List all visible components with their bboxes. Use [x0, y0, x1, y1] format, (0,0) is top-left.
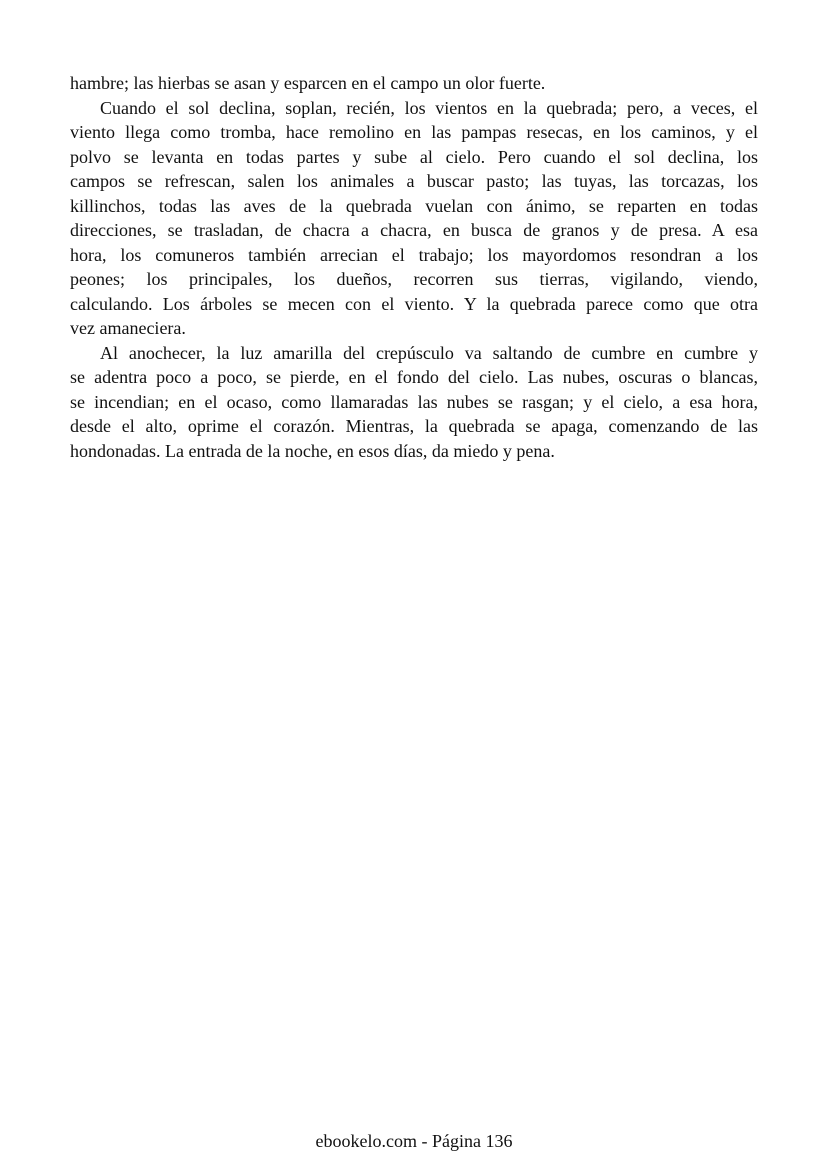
- text-line: peones; los principales, los dueños, recorren sus tierras, vigilando, viendo,: [70, 269, 758, 289]
- paragraph: [70, 71, 758, 96]
- text-line: vez amaneciera.: [70, 318, 186, 338]
- text-line: hondonadas. La entrada de la noche, en esos días, da miedo y pena.: [70, 440, 555, 461]
- text-line: direcciones, se trasladan, de chacra a chacra, en busca de granos y de presa. A esa: [70, 220, 758, 240]
- text-line: killinchos, todas las aves de la quebrada vuelan con ánimo, se reparten en todas: [70, 195, 758, 216]
- text-line: se adentra poco a poco, se pierde, en el fondo del cielo. Las nubes, oscuras o blancas,: [70, 367, 758, 387]
- paragraph: [70, 96, 758, 341]
- page-body: [70, 71, 758, 463]
- paragraph: [70, 341, 758, 464]
- text-line: hambre; las hierbas se asan y esparcen en el campo un olor fuerte.: [70, 73, 546, 93]
- text-line: calculando. Los árboles se mecen con el viento. Y la quebrada parece como que otra: [70, 293, 758, 314]
- text-line: polvo se levanta en todas partes y sube al cielo. Pero cuando el sol declina, los: [70, 146, 758, 167]
- text-line: campos se refrescan, salen los animales a buscar pasto; las tuyas, las torcazas, los: [70, 171, 758, 191]
- text-line: hora, los comuneros también arrecian el trabajo; los mayordomos resondran a los: [70, 244, 758, 265]
- text-line: Cuando el sol declina, soplan, recién, los vientos en la quebrada; pero, a veces, el: [100, 97, 758, 118]
- text-line: viento llega como tromba, hace remolino en las pampas resecas, en los caminos, y el: [70, 122, 758, 142]
- text-line: desde el alto, oprime el corazón. Mientras, la quebrada se apaga, comenzando de las: [70, 416, 758, 436]
- text-line: Al anochecer, la luz amarilla del crepúsculo va saltando de cumbre en cumbre y: [100, 342, 758, 363]
- text-line: se incendian; en el ocaso, como llamaradas las nubes se rasgan; y el cielo, a esa hora,: [70, 391, 758, 412]
- page-footer: ebookelo.com - Página 136: [315, 1131, 513, 1151]
